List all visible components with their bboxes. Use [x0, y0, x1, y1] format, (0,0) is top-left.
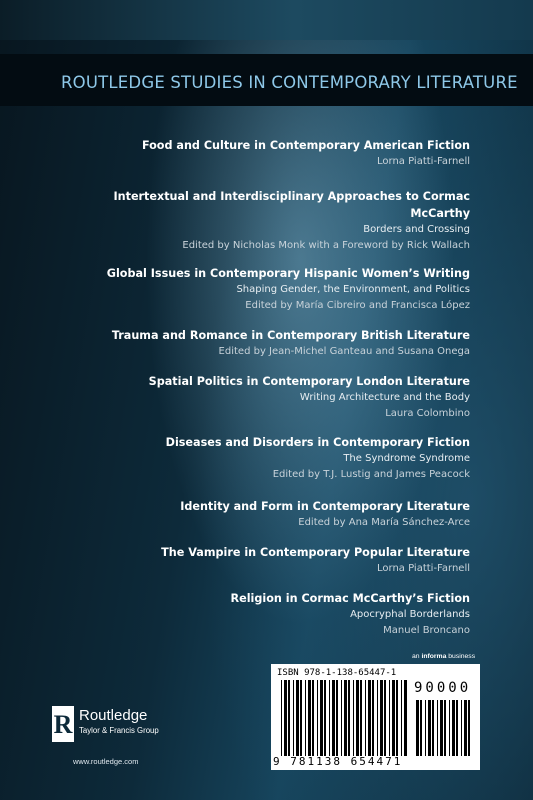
book-title: Spatial Politics in Contemporary London Literature [148, 375, 470, 388]
barcode-bar [449, 700, 450, 756]
book-title: Diseases and Disorders in Contemporary Fiction [165, 436, 470, 449]
barcode-bar [365, 680, 366, 756]
barcode-bar [281, 680, 282, 756]
barcode-bar [425, 700, 426, 756]
book-credit: Manuel Broncano [383, 624, 470, 636]
barcode-bar [329, 680, 330, 756]
isbn-text: ISBN 978-1-138-65447-1 [277, 668, 397, 678]
book-entry [166, 434, 470, 482]
book-subtitle: Borders and Crossing [363, 224, 470, 235]
barcode-bar [332, 680, 335, 756]
barcode-bar [356, 680, 359, 756]
book-subtitle: Writing Architecture and the Body [299, 392, 470, 403]
barcode-bar [440, 700, 443, 756]
barcode-bar [377, 680, 378, 756]
barcode-bar [348, 680, 350, 756]
barcode-bar [317, 680, 318, 756]
book-entry [107, 265, 470, 313]
book-entry [113, 188, 470, 253]
informa-business-label: an informa business [412, 653, 476, 660]
publisher-name: Routledge [79, 707, 148, 724]
barcode-bar [372, 680, 374, 756]
barcode-bar [336, 680, 338, 756]
isbn-barcode [271, 664, 480, 770]
book-entry [231, 590, 471, 638]
series-title: ROUTLEDGE STUDIES IN CONTEMPORARY LITERATURE [61, 73, 518, 92]
book-subtitle: Apocryphal Borderlands [350, 609, 470, 620]
book-subtitle: The Syndrome Syndrome [343, 453, 470, 464]
publisher-group: Taylor & Francis Group [79, 726, 159, 735]
book-credit: Lorna Piatti-Farnell [377, 156, 470, 167]
book-entry [112, 327, 470, 360]
barcode-bar [296, 680, 299, 756]
top-background-band [0, 0, 533, 40]
barcode-bar [341, 680, 342, 756]
barcode-bar [324, 680, 326, 756]
book-credit: Edited by T.J. Lustig and James Peacock [272, 468, 470, 480]
book-entry [161, 544, 470, 577]
barcode-bar [308, 680, 311, 756]
book-subtitle: Shaping Gender, the Environment, and Politics [236, 284, 470, 295]
barcode-bar [288, 680, 290, 756]
barcode-bar [368, 680, 371, 756]
book-entry [142, 137, 470, 170]
book-title: Global Issues in Contemporary Hispanic Women’s Writing [106, 267, 470, 280]
barcode-bar [464, 700, 467, 756]
barcode-bar [404, 680, 407, 756]
book-credit: Edited by María Cibreiro and Francisca López [245, 299, 470, 311]
ean-barcode-bars [281, 680, 409, 756]
barcode-bar [353, 680, 354, 756]
barcode-bar [344, 680, 347, 756]
barcode-bar [396, 680, 398, 756]
barcode-bar [444, 700, 446, 756]
barcode-bar [452, 700, 455, 756]
book-title: The Vampire in Contemporary Popular Literature [161, 546, 470, 559]
barcode-bar [392, 680, 395, 756]
price-barcode-bars [416, 700, 472, 756]
book-credit: Edited by Ana María Sánchez-Arce [298, 517, 470, 528]
barcode-bar [384, 680, 386, 756]
barcode-bar [360, 680, 362, 756]
barcode-bar [300, 680, 302, 756]
book-credit: Laura Colombino [385, 407, 470, 419]
book-title: Food and Culture in Contemporary American Fiction [141, 139, 470, 152]
barcode-bar [428, 700, 431, 756]
book-credit: Lorna Piatti-Farnell [377, 563, 470, 574]
price-code: 90000 [414, 680, 472, 696]
svg-text:R: R [53, 710, 73, 739]
barcode-bar [437, 700, 438, 756]
barcode-bar [293, 680, 294, 756]
barcode-bar [456, 700, 458, 756]
book-title: Trauma and Romance in Contemporary British Literature [111, 329, 470, 342]
barcode-bar [312, 680, 314, 756]
barcode-bar [468, 700, 470, 756]
ean-digits: 9 781138 654471 [273, 755, 403, 768]
book-credit: Edited by Nicholas Monk with a Foreword by Rick Wallach [182, 239, 470, 251]
barcode-bar [461, 700, 462, 756]
barcode-bar [320, 680, 323, 756]
barcode-bar [420, 700, 422, 756]
barcode-bar [432, 700, 434, 756]
book-title: Identity and Form in Contemporary Literature [180, 500, 470, 513]
book-title: Intertextual and Interdisciplinary Approaches to Cormac [113, 190, 470, 203]
barcode-bar [284, 680, 287, 756]
routledge-logo-icon [52, 706, 74, 742]
barcode-bar [389, 680, 390, 756]
book-entry [180, 498, 470, 531]
book-credit: Edited by Jean-Michel Ganteau and Susana Onega [218, 346, 470, 357]
barcode-bar [305, 680, 306, 756]
barcode-bar [401, 680, 402, 756]
book-title: Religion in Cormac McCarthy’s Fiction [230, 592, 470, 605]
book-entry [149, 373, 470, 421]
barcode-bar [416, 700, 419, 756]
book-title: McCarthy [410, 207, 470, 220]
barcode-bar [380, 680, 383, 756]
publisher-url[interactable]: www.routledge.com [73, 757, 139, 766]
